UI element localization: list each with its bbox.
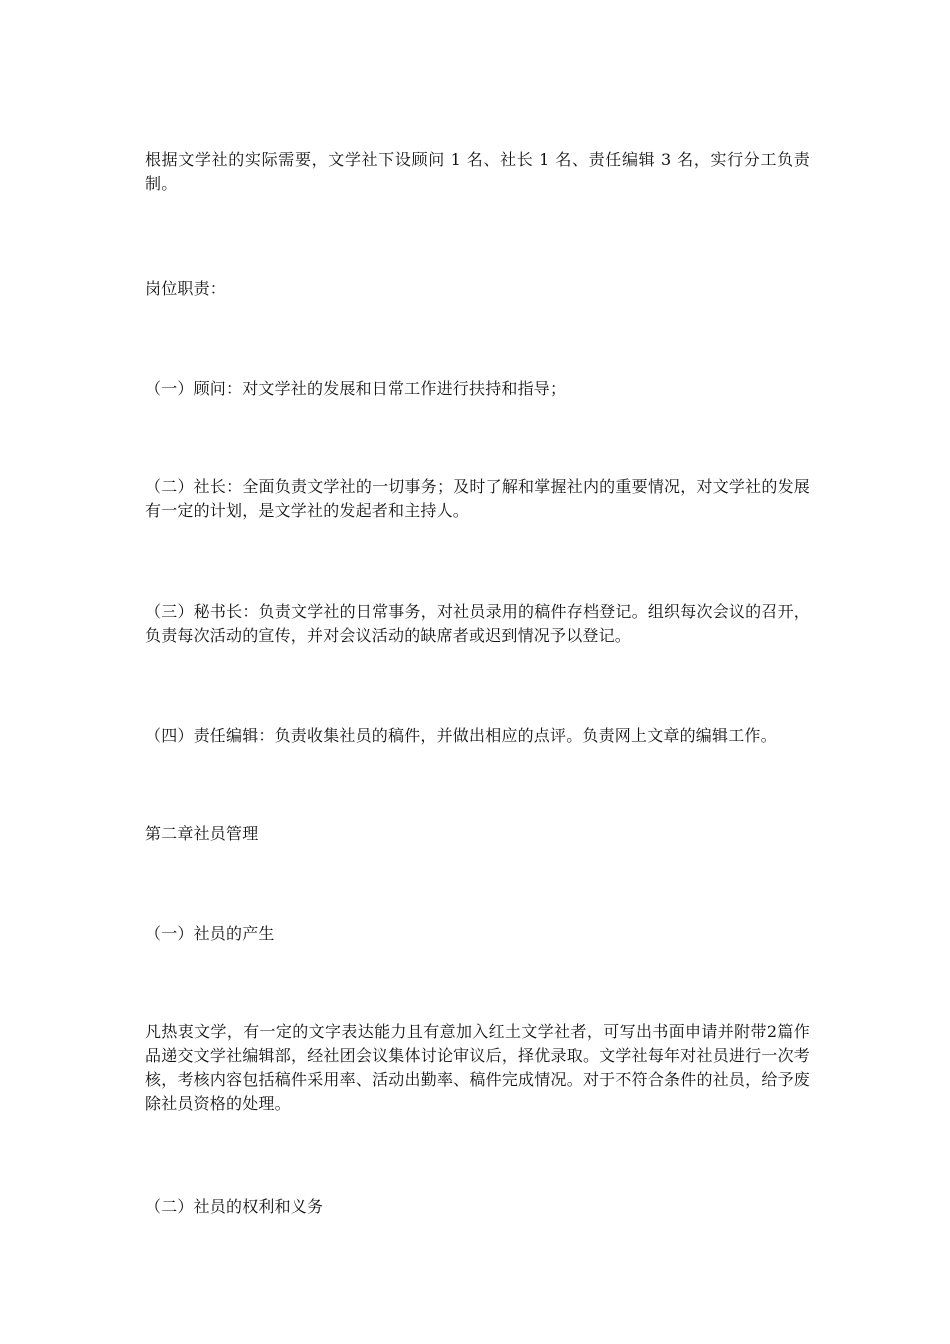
editor-duty-paragraph: （四）责任编辑：负责收集社员的稿件，并做出相应的点评。负责网上文章的编辑工作。 <box>145 726 777 745</box>
president-duty-paragraph: （二）社长：全面负责文学社的一切事务；及时了解和掌握社内的重要情况，对文学社的发展有一定的计划，是文学社的发起者和主持人。 <box>145 477 810 520</box>
section-heading-rights: （二）社员的权利和义务 <box>145 1197 324 1216</box>
membership-paragraph: 凡热衷文学，有一定的文字表达能力且有意加入红土文学社者，可写出书面申请并附带2篇作品递交文学社编辑部，经社团会议集体讨论审议后，择优录取。文学社每年对社员进行一次考核，考核内容包括稿件采用率、活动出勤率、稿件完成情况。对于不符合条件的社员，给予废除社员资格的处理。 <box>145 1022 810 1113</box>
secretary-duty-paragraph: （三）秘书长：负责文学社的日常事务，对社员录用的稿件存档登记。组织每次会议的召开，负责每次活动的宣传，并对会议活动的缺席者或迟到情况予以登记。 <box>145 602 810 645</box>
duties-heading: 岗位职责： <box>145 279 227 298</box>
advisor-duty-paragraph: （一）顾问：对文学社的发展和日常工作进行扶持和指导； <box>145 379 567 398</box>
org-structure-paragraph: 根据文学社的实际需要，文学社下设顾问 1 名、社长 1 名、责任编辑 3 名，实行分工负责制。 <box>145 150 810 193</box>
chapter-heading: 第二章社员管理 <box>145 824 259 843</box>
section-heading-membership: （一）社员的产生 <box>145 924 275 943</box>
